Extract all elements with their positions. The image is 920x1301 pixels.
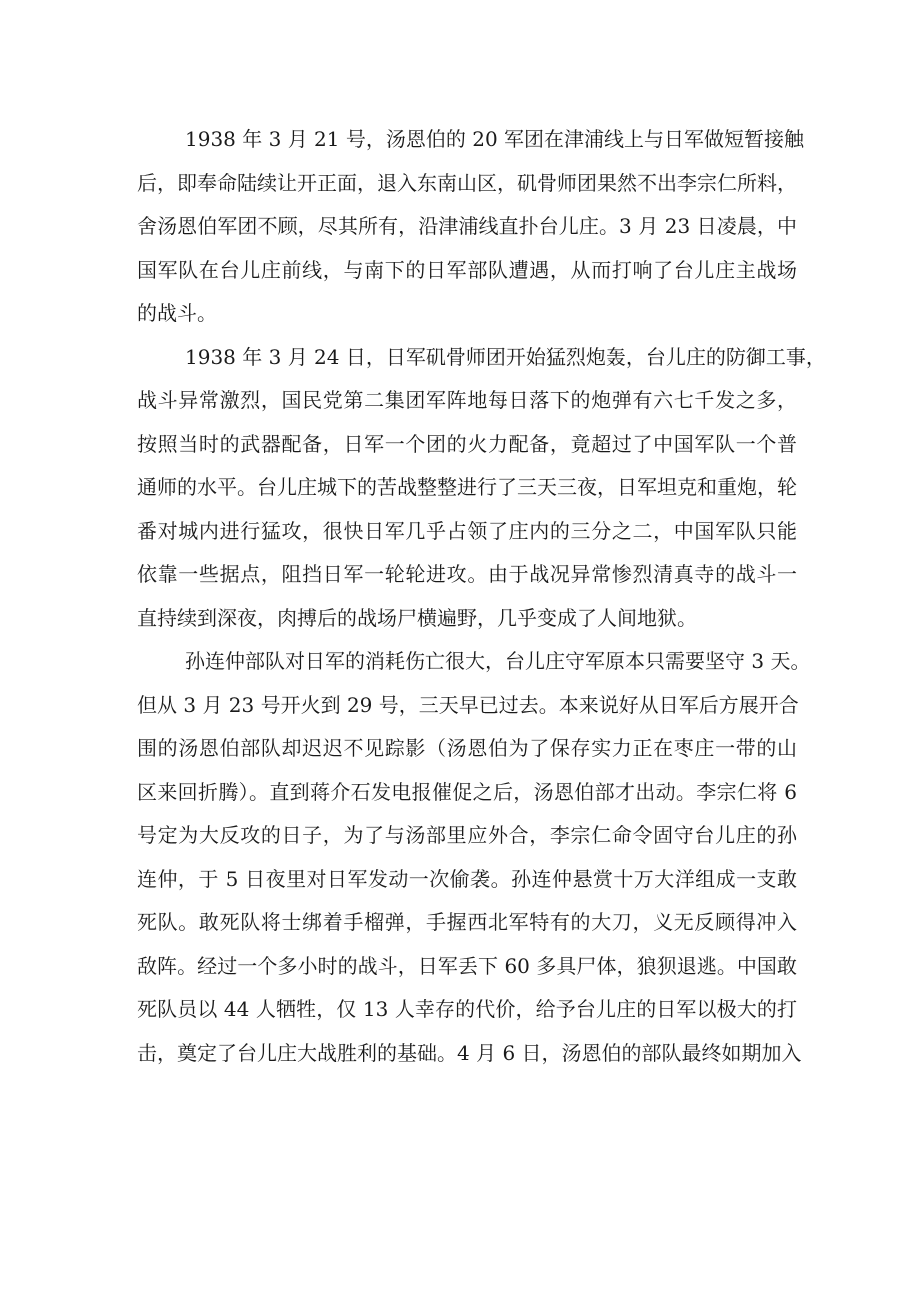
paragraph-3-line-9: 死队员以 44 人牺牲，仅 13 人幸存的代价，给予台儿庄的日军以极大的打	[137, 997, 797, 1021]
paragraph-2-line-4: 通师的水平。台儿庄城下的苦战整整进行了三天三夜，日军坦克和重炮，轮	[137, 475, 797, 499]
paragraph-2-line-3: 按照当时的武器配备，日军一个团的火力配备，竟超过了中国军队一个普	[137, 431, 797, 456]
paragraph-3-line-6: 连仲，于 5 日夜里对日军发动一次偷袭。孙连仲悬赏十万大洋组成一支敢	[137, 866, 797, 891]
body-text	[137, 118, 826, 1075]
paragraph-2-line-7: 直持续到深夜，肉搏后的战场尸横遍野，几乎变成了人间地狱。	[137, 605, 697, 630]
paragraph-1-line-4: 国军队在台儿庄前线，与南下的日军部队遭遇，从而打响了台儿庄主战场	[137, 257, 797, 282]
paragraph-2-line-1: 1938 年 3 月 24 日，日军矶骨师团开始猛烈炮轰，台儿庄的防御工事，	[185, 344, 826, 369]
paragraph-3-line-3: 围的汤恩伯部队却迟迟不见踪影（汤恩伯为了保存实力正在枣庄一带的山	[137, 736, 797, 760]
paragraph-2-line-5: 番对城内进行猛攻，很快日军几乎占领了庄内的三分之二，中国军队只能	[137, 518, 797, 543]
paragraph-1-line-3: 舍汤恩伯军团不顾，尽其所有，沿津浦线直扑台儿庄。3 月 23 日凌晨，中	[137, 214, 797, 238]
paragraph-1-line-2: 后，即奉命陆续让开正面，退入东南山区，矶骨师团果然不出李宗仁所料，	[137, 170, 797, 195]
paragraph-3-line-10: 击，奠定了台儿庄大战胜利的基础。4 月 6 日，汤恩伯的部队最终如期加入	[137, 1040, 802, 1065]
paragraph-2-line-6: 依靠一些据点，阻挡日军一轮轮进攻。由于战况异常惨烈清真寺的战斗一	[137, 562, 797, 586]
paragraph-1-line-5: 的战斗。	[137, 301, 217, 325]
paragraph-3-line-8: 敌阵。经过一个多小时的战斗，日军丢下 60 多具尸体，狼狈退逃。中国敢	[137, 953, 797, 978]
paragraph-3-line-5: 号定为大反攻的日子，为了与汤部里应外合，李宗仁命令固守台儿庄的孙	[137, 823, 797, 847]
paragraph-3-line-7: 死队。敢死队将士绑着手榴弹，手握西北军特有的大刀，义无反顾得冲入	[137, 910, 797, 934]
paragraph-3-line-4: 区来回折腾）。直到蒋介石发电报催促之后，汤恩伯部才出动。李宗仁将 6	[137, 779, 797, 804]
paragraph-3-line-1: 孙连仲部队对日军的消耗伤亡很大，台儿庄守军原本只需要坚守 3 天。	[185, 649, 811, 673]
paragraph-2-line-2: 战斗异常激烈，国民党第二集团军阵地每日落下的炮弹有六七千发之多，	[137, 388, 797, 412]
paragraph-1-line-1: 1938 年 3 月 21 号，汤恩伯的 20 军团在津浦线上与日军做短暂接触	[185, 127, 805, 151]
paragraph-3-line-2: 但从 3 月 23 号开火到 29 号，三天早已过去。本来说好从日军后方展开合	[137, 692, 799, 717]
